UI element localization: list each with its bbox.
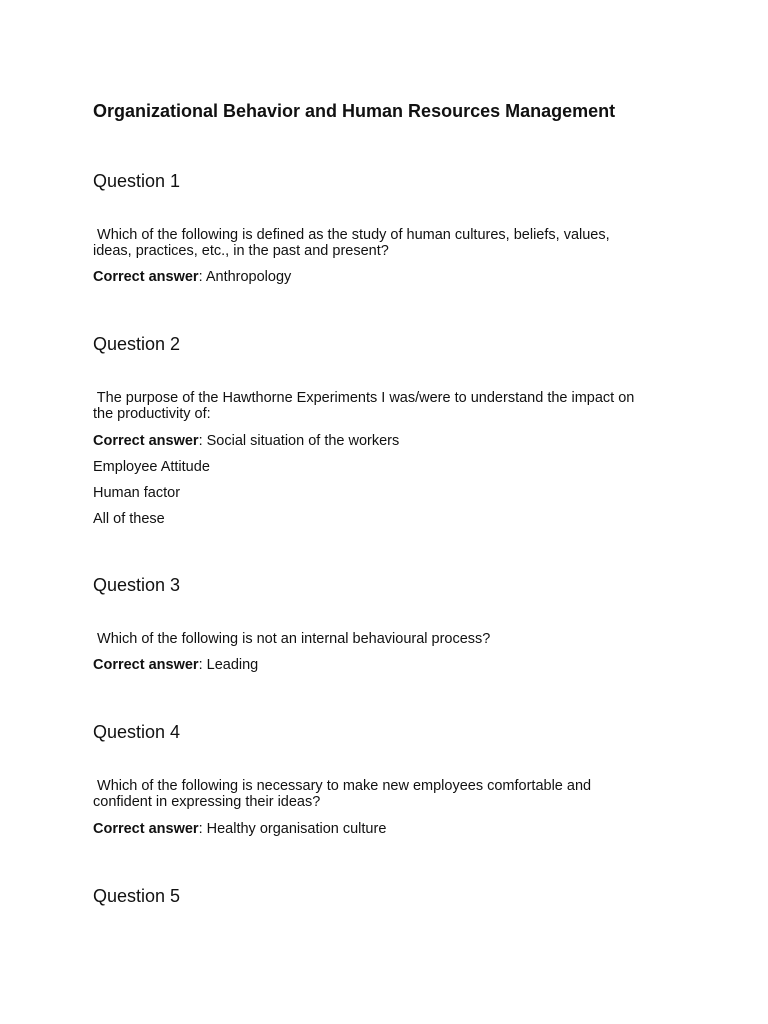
document-title: Organizational Behavior and Human Resources Management	[93, 101, 616, 121]
question-2-answer-value: : Social situation of the workers	[198, 433, 400, 449]
question-3-text-line-1: Which of the following is not an internal behavioural process?	[93, 631, 491, 647]
question-2-option-3: All of these	[93, 511, 165, 527]
question-4-text-line-1: Which of the following is necessary to make new employees comfortable and	[93, 778, 592, 794]
question-4-answer	[93, 820, 386, 838]
question-1-text	[93, 227, 693, 259]
question-2-option-1: Employee Attitude	[93, 459, 210, 475]
question-4-text	[93, 778, 693, 810]
question-1-answer-value: : Anthropology	[198, 269, 292, 285]
question-2-text-line-2: the productivity of:	[93, 406, 211, 422]
question-4-answer-value: : Healthy organisation culture	[198, 821, 387, 837]
question-2-heading: Question 2	[93, 334, 181, 354]
correct-answer-label: Correct answer	[93, 433, 199, 449]
question-2-answer	[93, 432, 399, 450]
question-2-text-line-1: The purpose of the Hawthorne Experiments I was/were to understand the impact on	[93, 390, 635, 406]
question-1-answer	[93, 268, 291, 286]
question-5-heading: Question 5	[93, 886, 181, 906]
question-1-heading: Question 1	[93, 171, 181, 191]
question-3-text	[93, 631, 693, 647]
question-3-answer	[93, 656, 258, 674]
question-3-answer-value: : Leading	[198, 657, 259, 673]
question-4-heading: Question 4	[93, 722, 181, 742]
question-2-option-2: Human factor	[93, 485, 181, 501]
correct-answer-label: Correct answer	[93, 269, 199, 285]
question-3-heading: Question 3	[93, 575, 181, 595]
question-4-text-line-2: confident in expressing their ideas?	[93, 794, 321, 810]
correct-answer-label: Correct answer	[93, 657, 199, 673]
question-2-text	[93, 390, 693, 422]
question-1-text-line-1: Which of the following is defined as the study of human cultures, beliefs, values,	[93, 227, 610, 243]
question-1-text-line-2: ideas, practices, etc., in the past and present?	[93, 243, 389, 259]
correct-answer-label: Correct answer	[93, 821, 199, 837]
